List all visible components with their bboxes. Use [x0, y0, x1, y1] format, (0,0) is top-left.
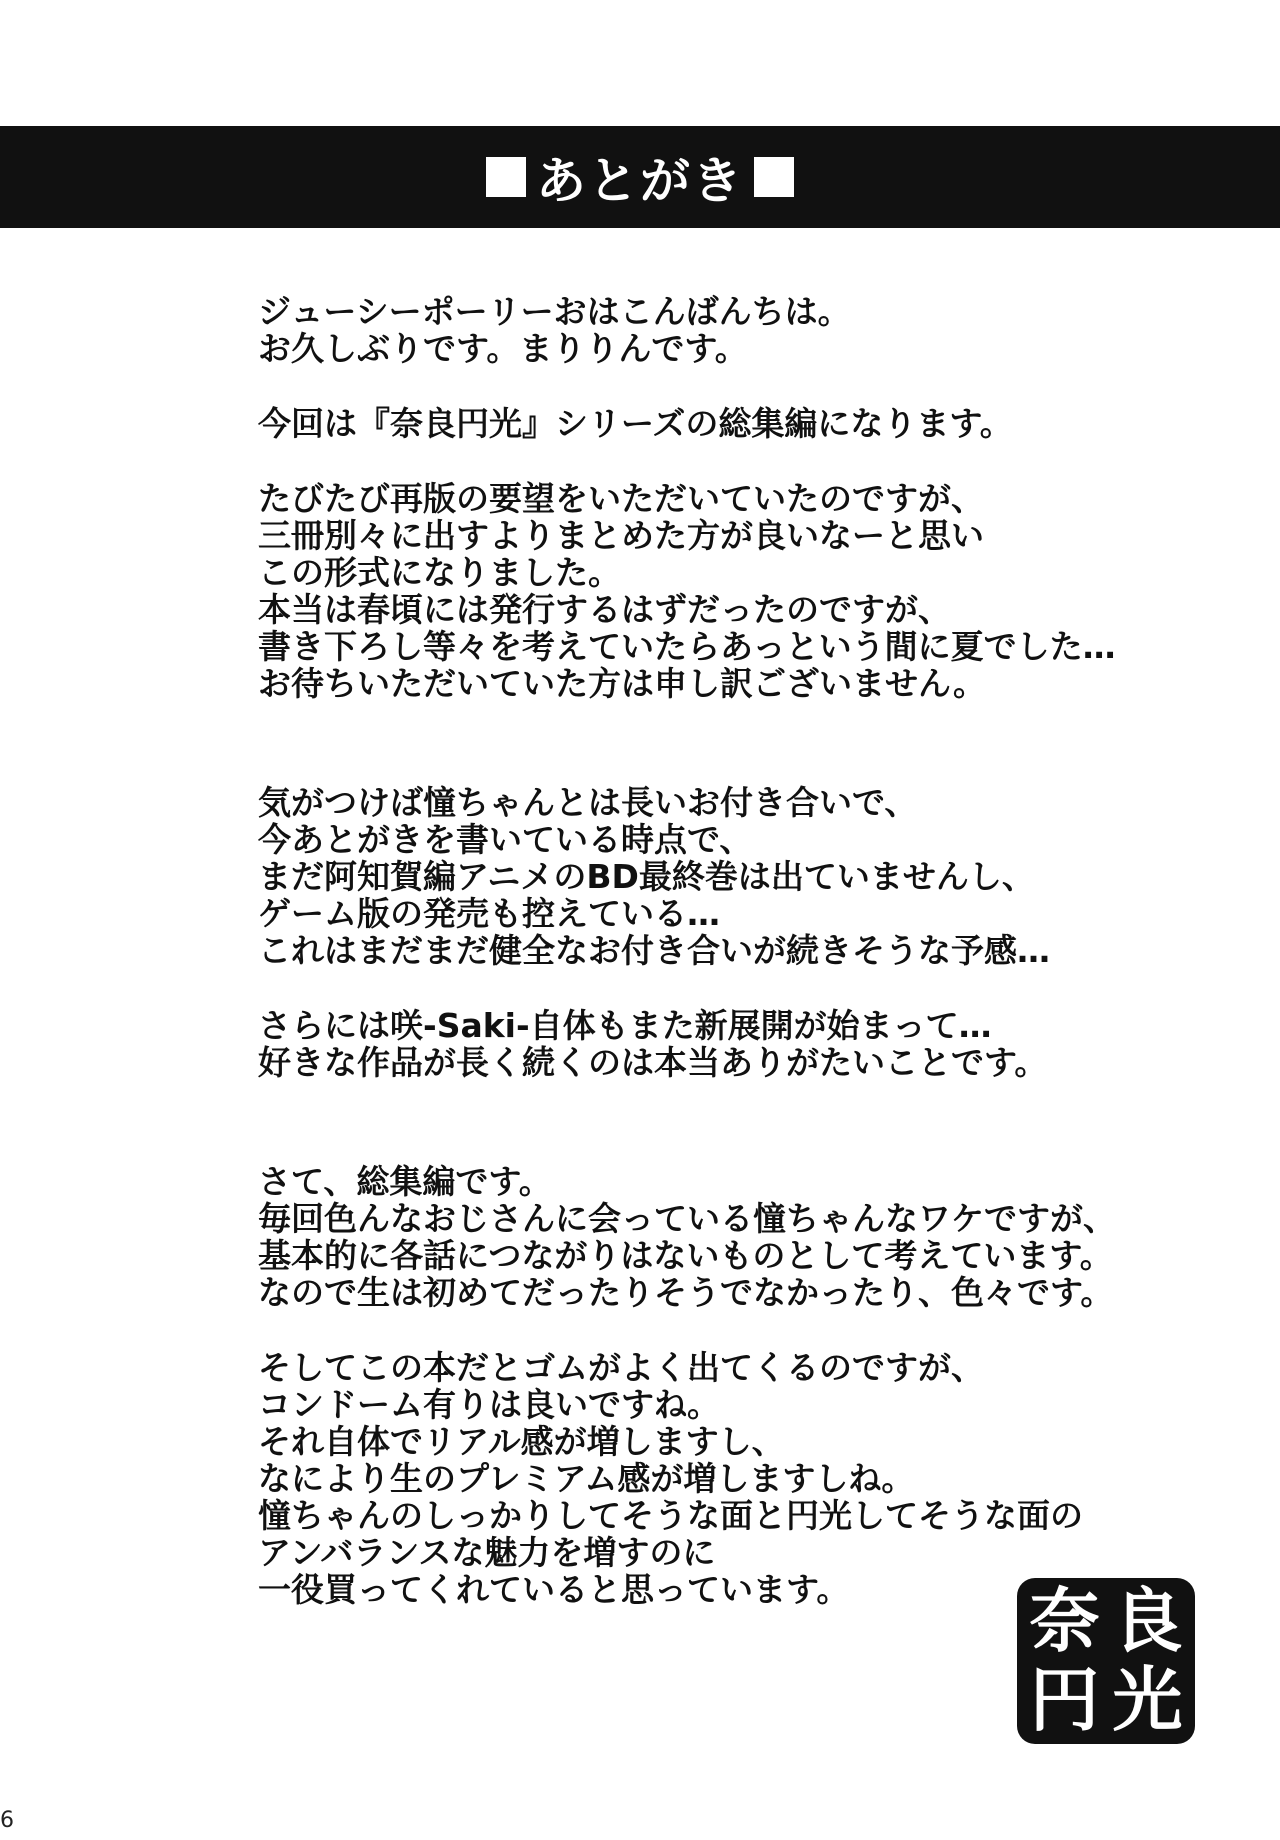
paragraph-intro: [258, 405, 1258, 442]
text-line: お待ちいただいていた方は申し訳ございません。: [258, 664, 986, 703]
text-line: 本当は春頃には発行するはずだったのですが、: [258, 590, 951, 629]
text-line: 毎回色んなおじさんに会っている憧ちゃんなワケですが、: [258, 1199, 1116, 1238]
text-line: この形式になりました。: [258, 553, 621, 592]
text-line: 気がつけば憧ちゃんとは長いお付き合いで、: [258, 783, 918, 822]
text-line: たびたび再版の要望をいただいていたのですが、: [258, 479, 984, 518]
text-line: 三冊別々に出すよりまとめた方が良いなーと思い: [258, 516, 984, 555]
stamp-char: 良: [1112, 1580, 1183, 1662]
paragraph-saki: [258, 1007, 1258, 1081]
text-line: 今回は『奈良円光』シリーズの総集編になります。: [258, 404, 1013, 443]
stamp-char: 光: [1112, 1659, 1183, 1741]
paragraph-reprint: [258, 480, 1258, 702]
text-line: まだ阿知賀編アニメのBD最終巻は出ていませんし、: [258, 857, 1035, 896]
text-line: 憧ちゃんのしっかりしてそうな面と円光してそうな面の: [258, 1496, 1083, 1535]
afterword-text: [258, 293, 1258, 1646]
stamp-char: 奈: [1029, 1580, 1100, 1662]
text-line: ジューシーポーリーおはこんばんちは。: [258, 292, 851, 331]
text-line: 基本的に各話につながりはないものとして考えています。: [258, 1236, 1113, 1275]
header-title: [486, 141, 794, 213]
paragraph-relationship: [258, 784, 1258, 969]
text-line: 好きな作品が長く続くのは本当ありがたいことです。: [258, 1043, 1048, 1082]
text-line: 書き下ろし等々を考えていたらあっという間に夏でした…: [258, 627, 1116, 666]
text-line: これはまだまだ健全なお付き合いが続きそうな予感…: [258, 931, 1050, 970]
stamp-char: 円: [1029, 1659, 1100, 1741]
square-icon: [486, 157, 526, 197]
title-stamp: [1017, 1578, 1195, 1744]
text-line: 一役買ってくれていると思っています。: [258, 1570, 850, 1609]
square-icon: [754, 157, 794, 197]
page-number: 6: [0, 1808, 14, 1833]
text-line: アンバランスな魅力を増すのに: [258, 1533, 716, 1572]
text-line: それ自体でリアル感が増しますし、: [258, 1422, 785, 1461]
text-line: さて、総集編です。: [258, 1162, 552, 1201]
text-line: さらには咲-Saki-自体もまた新展開が始まって…: [258, 1006, 992, 1045]
text-line: 今あとがきを書いている時点で、: [258, 820, 753, 859]
page-title: あとがき: [536, 152, 744, 210]
paragraph-greeting: [258, 293, 1258, 367]
text-line: なにより生のプレミアム感が増しますしね。: [258, 1459, 915, 1498]
text-line: ゲーム版の発売も控えている…: [258, 894, 720, 933]
text-line: なので生は初めてだったりそうでなかったり、色々です。: [258, 1273, 1114, 1312]
paragraph-compilation: [258, 1163, 1258, 1311]
header-bar: [0, 126, 1280, 228]
paragraph-condom: [258, 1349, 1258, 1608]
text-line: コンドーム有りは良いですね。: [258, 1385, 720, 1424]
text-line: お久しぶりです。まりりんです。: [258, 329, 748, 368]
text-line: そしてこの本だとゴムがよく出てくるのですが、: [258, 1348, 984, 1387]
